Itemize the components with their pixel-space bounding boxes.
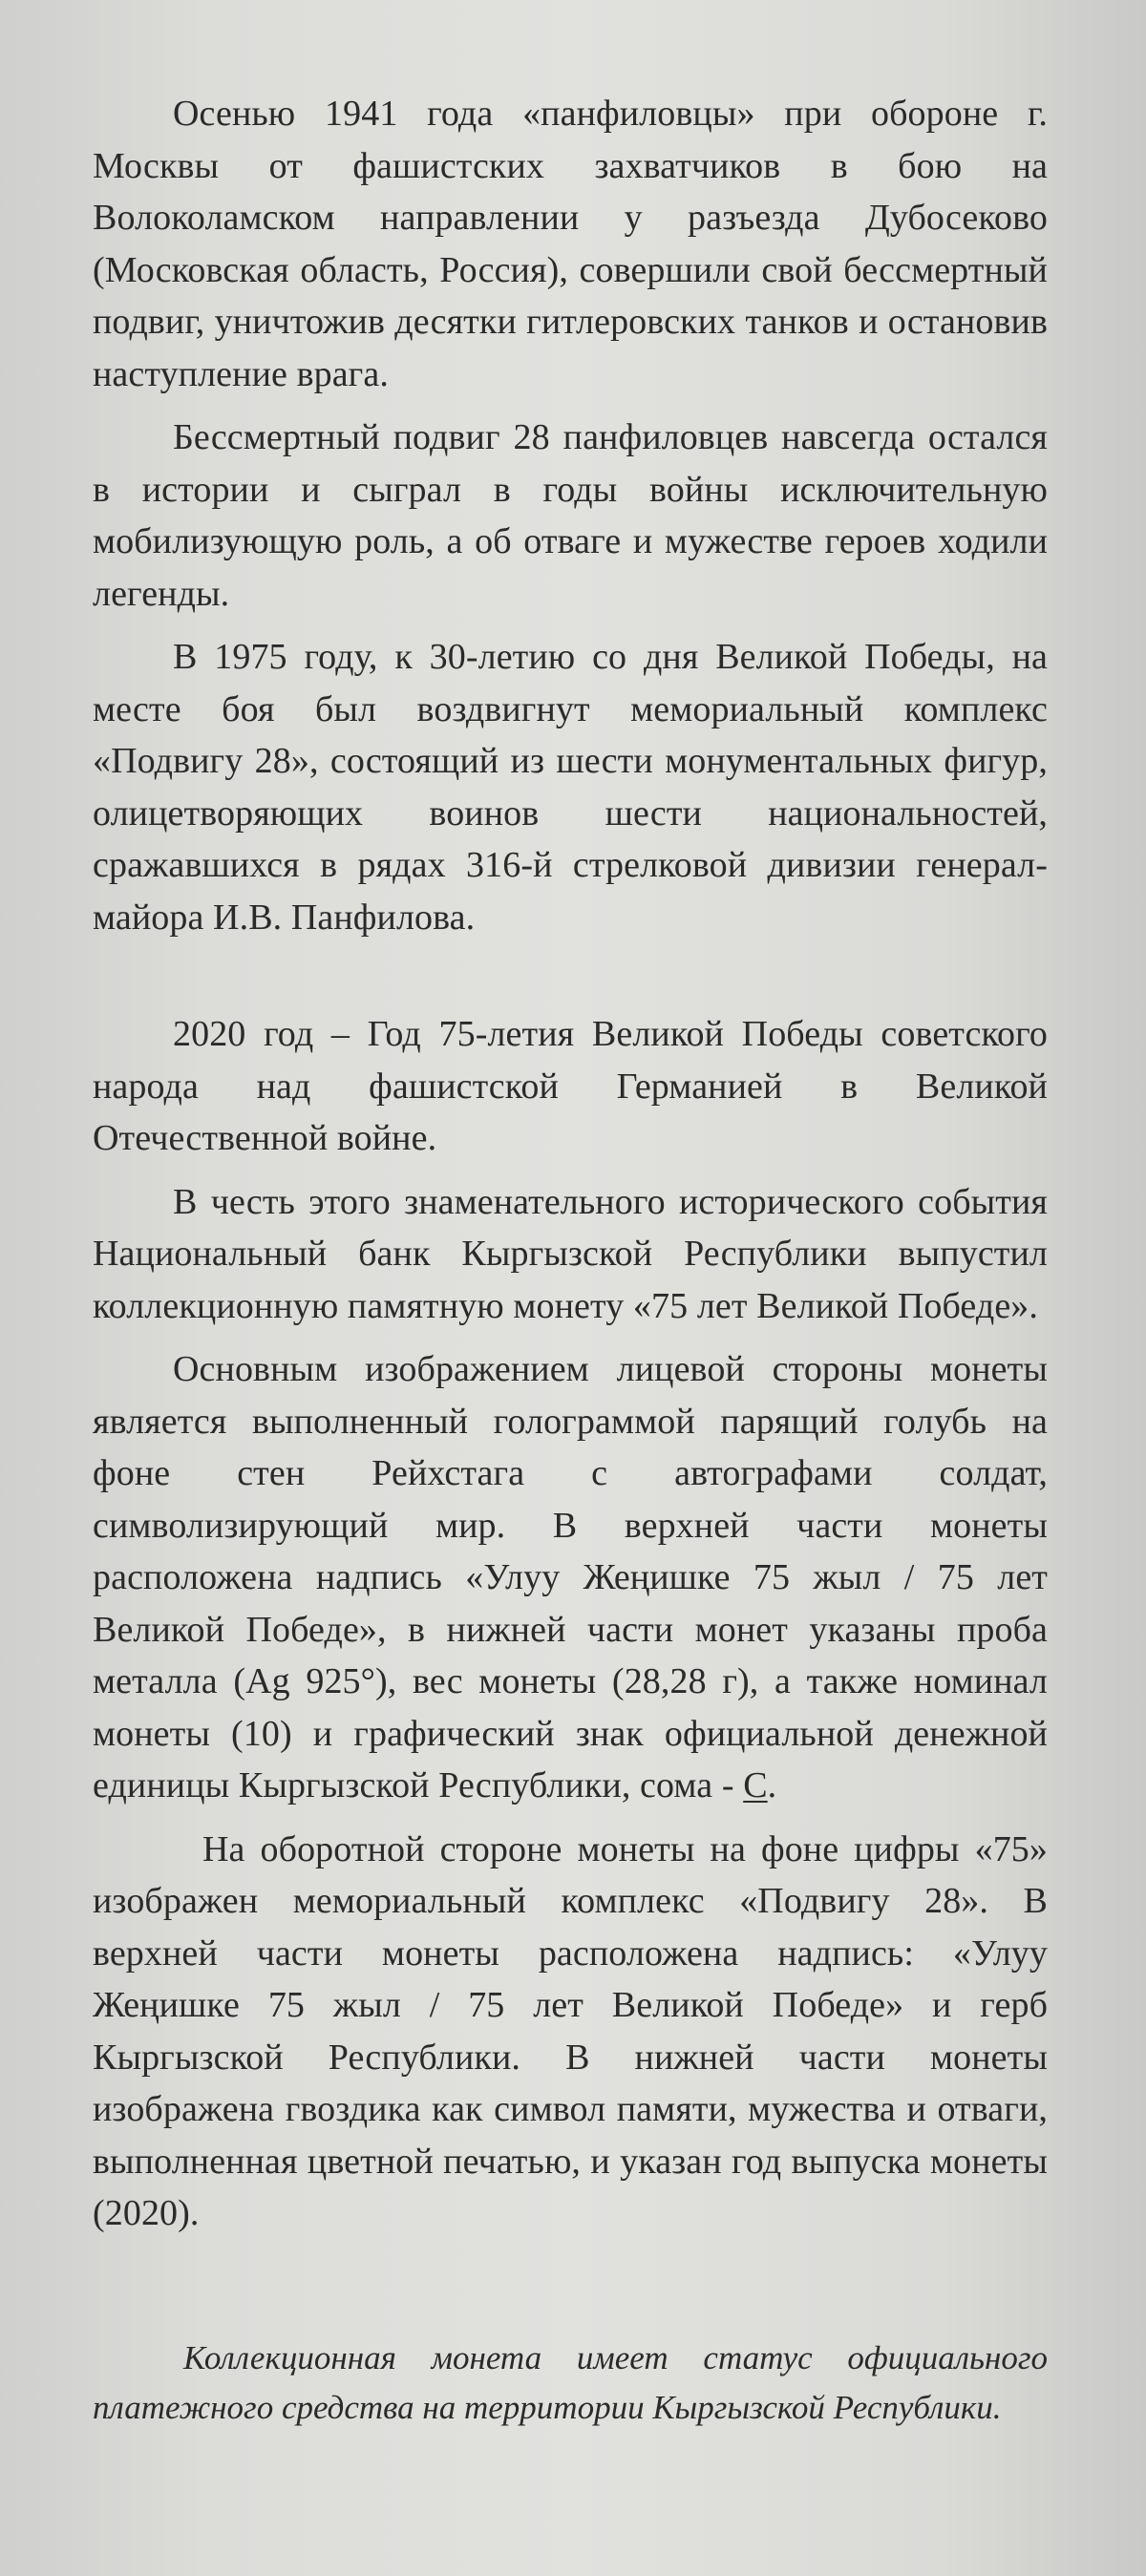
paragraph-coin-issue: В честь этого знаменательного исторического события Национальный банк Кыргызской Республики выпустил коллекционную памятную монету «75 лет Великой Победе». <box>93 1181 1048 1326</box>
section-divider-space <box>93 943 1048 1008</box>
text-column <box>93 88 1048 2433</box>
paragraph-panfilov-feat: Осенью 1941 года «панфиловцы» при обороне г. Москвы от фашистских захватчиков в бою на Волоколамском направлении у разъезда Дубосеково (Московская область, Россия), совершили свой бессмертный подвиг, уничтожив десятки гитлеровских танков и остановив наступление врага. <box>93 94 1048 394</box>
paragraph-obverse-description <box>93 1343 1048 1812</box>
som-currency-symbol: С <box>743 1765 768 1805</box>
obverse-text: Основным изображением лицевой стороны монеты является выполненный голограммой парящий голубь на фоне стен Рейхстага с автографами солдат, символизирующий мир. В верхней части монеты расположена надпись «Улуу Жеңишке 75 жыл / 75 лет Великой Победе», в нижней части монет указаны проба металла (Ag 925°), вес монеты (28,28 г), а также номинал монеты (10) и графический знак официальной денежной единицы Кыргызской Республики, сома - <box>93 1349 1048 1805</box>
paragraph-memorial-1975: В 1975 году, к 30-летию со дня Великой Победы, на месте боя был воздвигнут мемориальный комплекс «Подвигу 28», состоящий из шести монументальных фигур, олицетворяющих воинов шести национальностей, сражавшихся в рядах 316-й стрелковой дивизии генерал-майора И.В. Панфилова. <box>93 637 1048 938</box>
obverse-end: . <box>767 1765 777 1805</box>
paragraph-reverse-description: На оборотной стороне монеты на фоне цифры «75» изображен мемориальный комплекс «Подвигу 28». В верхней части монеты расположена надпись: «Улуу Жеңишке 75 жыл / 75 лет Великой Победе» и герб Кыргызской Республики. В нижней части монеты изображена гвоздика как символ памяти, мужества и отваги, выполненная цветной печатью, и указан год выпуска монеты (2020). <box>93 1828 1048 2233</box>
paragraph-year-2020: 2020 год – Год 75-летия Великой Победы советского народа над фашистской Германией в Великой Отечественной войне. <box>93 1014 1048 1158</box>
paragraph-immortal-feat: Бессмертный подвиг 28 панфиловцев навсегда остался в истории и сыграл в годы войны исключительную мобилизующую роль, а об отваге и мужестве героев ходили легенды. <box>93 417 1048 614</box>
legal-tender-note: Коллекционная монета имеет статус официального платежного средства на территории Кыргызской Республики. <box>93 2338 1048 2426</box>
